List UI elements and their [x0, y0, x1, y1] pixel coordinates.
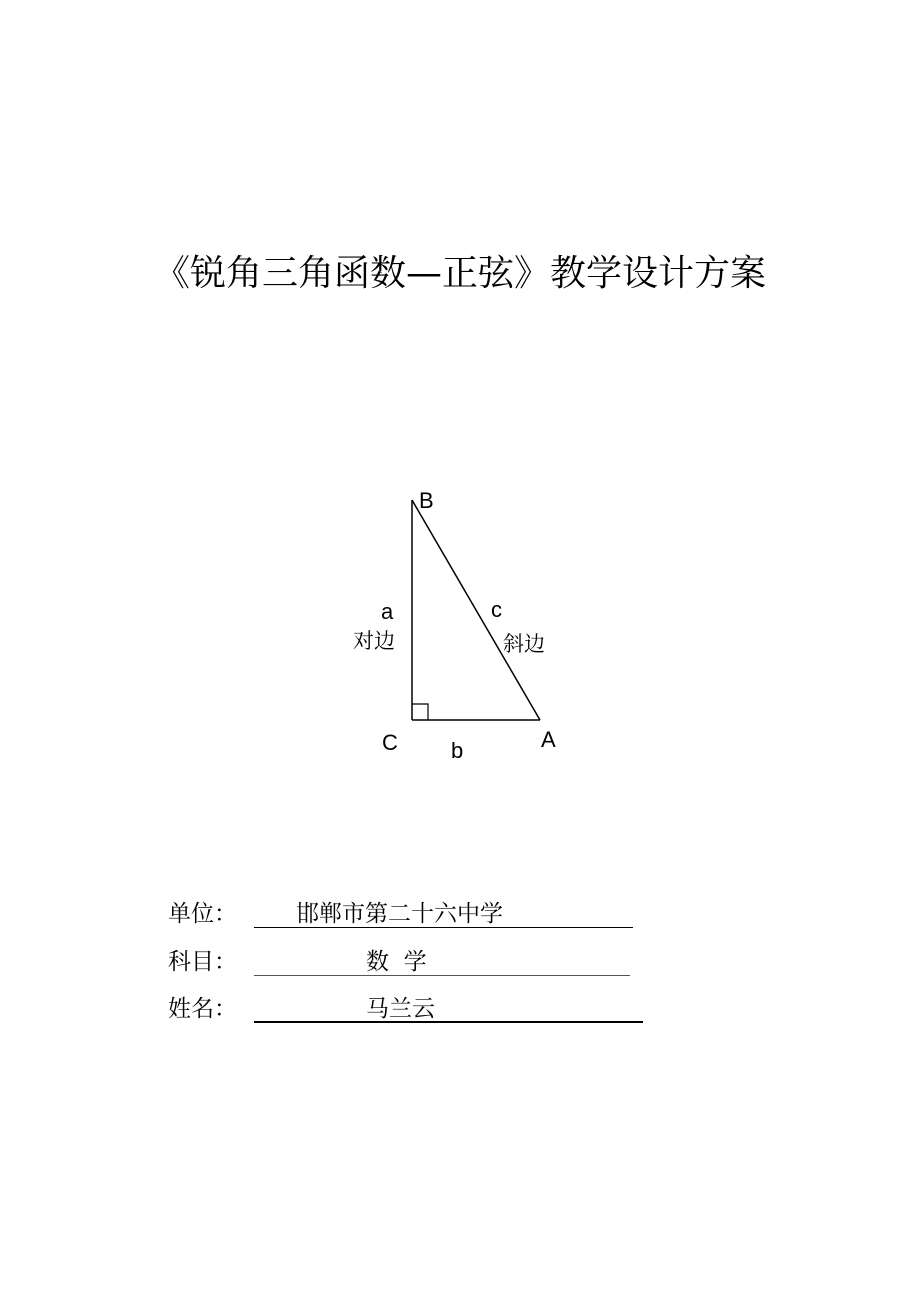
subject-label: 科目：: [168, 949, 237, 975]
hypotenuse-line: [412, 500, 540, 720]
side-b-label: b: [451, 738, 464, 763]
subject-value: 数 学: [366, 949, 427, 975]
vertex-b-label: B: [419, 488, 434, 513]
vertex-c-label: C: [382, 730, 398, 755]
vertex-a-label: A: [541, 727, 556, 752]
subject-underline: [254, 975, 630, 976]
side-c-desc: 斜边: [503, 632, 545, 656]
subject-row: [168, 942, 638, 982]
unit-label: 单位：: [168, 901, 237, 927]
side-c-label: c: [491, 597, 502, 622]
name-label: 姓名：: [168, 996, 237, 1022]
side-a-desc: 对边: [353, 629, 395, 653]
document-title: 《锐角三角函数—正弦》教学设计方案: [153, 253, 766, 294]
name-underline: [254, 1021, 643, 1023]
unit-value: 邯郸市第二十六中学: [296, 901, 503, 927]
side-a-label: a: [381, 599, 394, 624]
name-row: [168, 989, 648, 1029]
unit-row: [168, 894, 638, 934]
right-angle-mark: [412, 704, 428, 720]
name-value: 马兰云: [366, 996, 435, 1022]
